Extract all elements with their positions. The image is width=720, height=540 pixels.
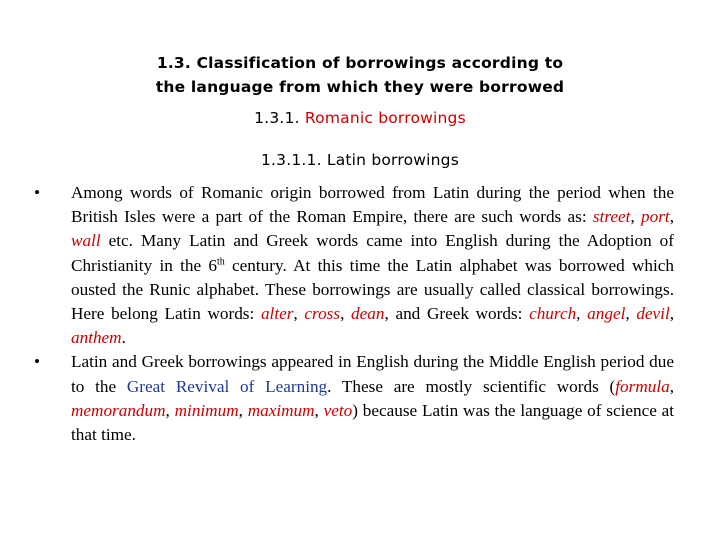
- text-run: ,: [238, 400, 248, 420]
- text-run: Among words of Romanic origin borrowed from Latin during the period when the British Isles were a part of the Roman Empire, there are such words as:: [71, 183, 674, 227]
- subsection-title: [0, 106, 720, 130]
- highlighted-term: Great Revival of Learning: [126, 376, 328, 396]
- text-run: , and Greek words:: [384, 304, 530, 324]
- text-run: ,: [625, 304, 637, 324]
- example-word: port: [641, 207, 670, 227]
- bullet-item-1: [34, 181, 674, 350]
- example-word: street: [592, 207, 631, 227]
- text-run: century. At this time the Latin alphabet was borrowed which ousted the Runic alphabet. These borrowings are usually called classical borrowings. Here belong Latin words:: [71, 255, 675, 324]
- section-title-line-2: the language from which they were borrowed: [155, 78, 565, 96]
- subsection-name: Romanic borrowings: [304, 109, 466, 127]
- text-run: ) because Latin was the language of science at that time.: [71, 400, 675, 445]
- example-word: minimum: [174, 400, 239, 420]
- subsection-number: 1.3.1.: [254, 109, 300, 127]
- example-word: wall: [71, 231, 101, 251]
- example-word: angel: [587, 304, 626, 324]
- text-run: . These are mostly scientific words (: [327, 376, 616, 396]
- example-word: maximum: [247, 400, 315, 420]
- text-run: ,: [669, 376, 674, 396]
- example-word: devil: [636, 304, 670, 324]
- text-run: ,: [669, 207, 674, 227]
- example-word: dean: [351, 304, 385, 324]
- text-run: ,: [340, 304, 352, 324]
- example-word: formula: [615, 376, 670, 396]
- section-title-line-1: 1.3. Classification of borrowings according to: [156, 54, 564, 72]
- example-word: church: [529, 304, 577, 324]
- bullet-icon: •: [34, 183, 41, 202]
- section-title: [0, 51, 720, 99]
- example-word: anthem: [71, 328, 122, 348]
- text-run: .: [121, 328, 126, 348]
- text-run: etc. Many Latin and Greek words came into English during the Adoption of Christianity in the 6: [71, 231, 674, 275]
- bullet-list: [34, 181, 674, 447]
- example-word: veto: [323, 400, 353, 420]
- superscript-th: th: [216, 255, 225, 267]
- example-word: memorandum: [71, 400, 166, 420]
- example-word: alter: [260, 304, 294, 324]
- bullet-item-2: [34, 350, 674, 447]
- text-run: ,: [669, 304, 675, 324]
- text-run: ,: [630, 207, 642, 227]
- example-word: cross: [304, 304, 341, 324]
- text-run: ,: [314, 400, 324, 420]
- text-run: ,: [293, 304, 305, 324]
- bullet-icon: •: [34, 352, 41, 372]
- subsubsection-title: 1.3.1.1. Latin borrowings: [260, 151, 459, 169]
- text-run: ,: [165, 400, 175, 420]
- text-run: ,: [576, 304, 588, 324]
- text-run: Latin and Greek borrowings appeared in English during the Middle English period due to the: [71, 352, 674, 396]
